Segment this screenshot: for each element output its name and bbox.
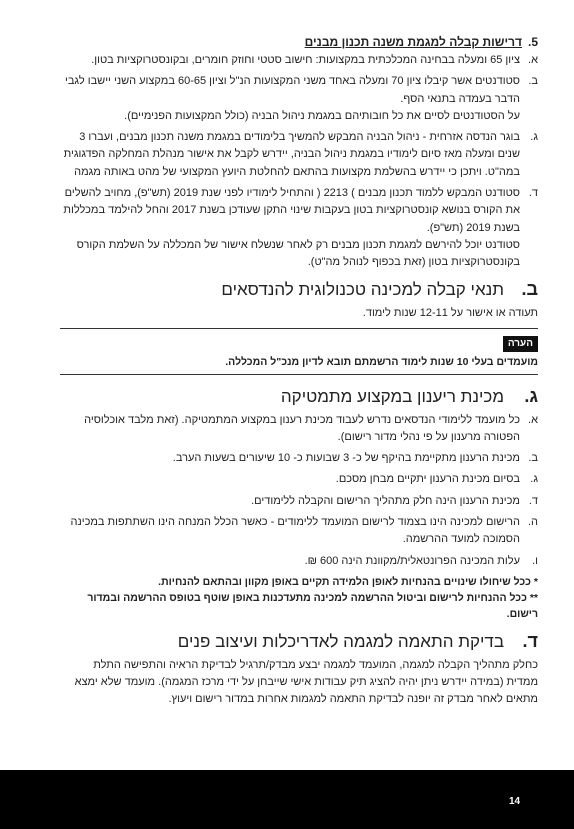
item-text: מכינת הרענון מתקיימת בהיקף של כ- 3 שבועות כ- 10 שיעורים בשעות הערב.	[172, 452, 520, 465]
item-text: סטודנטים אשר קיבלו ציון 70 ומעלה באחד משני המקצועות הנ"ל וציון 60-65 במקצוע השני יישבו לגבי הדבר בעמדה בתנאי הסף.	[64, 75, 520, 105]
footnote: * ככל שיחולו שינויים בהנחיות לאופן הלמידה תקיים באופן מקוון ובהתאם להנחיות.	[158, 575, 538, 588]
list-item	[60, 493, 538, 510]
list-item	[60, 553, 538, 570]
list-item	[60, 471, 538, 488]
item-text: סטודנט יוכל להירשם למגמת תכנון מבנים רק לאחר שנשלח אישור של המכללה על השלמת הקורס בקונסטרוקציות בטון (זאת בכפוף לנוהל מה"ט).	[76, 238, 520, 269]
note-tag: הערה	[503, 336, 538, 352]
note-text: מועמדים בעלי 10 שנות לימוד הרשמתם תובא לדיון מנכ"ל המכללה.	[225, 355, 538, 368]
item-text: מכינת הרענון הינה חלק מתהליך הרישום והקבלה ללימודים.	[251, 494, 520, 507]
section-b-letter: ב.	[521, 278, 538, 299]
list-item	[60, 73, 538, 125]
section-5-heading	[60, 34, 538, 50]
list-item	[60, 514, 538, 549]
list-item	[60, 450, 538, 467]
item-text: עלות המכינה הפרונטאלית/מקוונת הינה 600 ₪.	[304, 554, 520, 567]
section-g-heading	[60, 385, 538, 408]
item-text: ציון 65 ומעלה בבחינה המכלכתית במקצועות: חישוב סטטי וחוזק חומרים, ובקונסטרוקציות בטון.	[91, 54, 520, 66]
section-5-number: 5.	[527, 35, 538, 49]
footnote: ** ככל ההנחיות לרישום וביטול ההרשמה למכינה מתעדכנות באופן שוטף בטופס ההרשמה ובמדור רישום.	[87, 591, 538, 620]
section-d-text: כחלק מתהליך הקבלה למגמה, המועמד למגמה יבצע מבדק/תרגיל לבדיקת הראיה והתפישה התלת ממדית (במידה יידרש ניתן יהיה להציג תיק עבודות אישי שייבחן על ידי מרכז המגמה). מועמד שלא ימצא מתאים לאחר מבדק זה יופנה לבדיקת התאמה למגמות אחרות במדור רישום ויעוץ.	[74, 658, 538, 705]
item-letter: ב.	[528, 75, 538, 88]
content	[60, 34, 538, 708]
item-text: בסיום מכינת הרענון יתקיים מבחן מסכם.	[335, 473, 520, 486]
item-letter: ד.	[528, 494, 538, 507]
section-b-title: תנאי קבלה למכינה טכנולוגית להנדסאים	[221, 279, 504, 299]
list-item	[60, 185, 538, 271]
item-text: סטודנט המבקש ללמוד תכנון מבנים ) 2213 ( והתחיל לימודיו לפני שנת 2019 (תש"פ), מחויב להשלים את הקורס בנושא קונסטרוקציות בטון בעקבות שינוי התקן שעודכן בשנת 2017 והחל להילמד במכללות בשנת 2019 (תש"פ).	[63, 187, 520, 234]
item-letter: א.	[528, 413, 538, 426]
item-letter: ו.	[532, 554, 538, 567]
item-letter: א.	[528, 54, 538, 66]
section-b-heading	[60, 278, 538, 301]
section-g-letter: ג.	[524, 385, 538, 406]
item-text: בוגר הנדסה אזרחית - ניהול הבניה המבקש להמשיך בלימודים במגמת משנה תכנון מבנים, ועברו 3 שנים ומעלה מאז סיום לימודיו במגמת ניהול הבניה, יידרש לקבל את אישור מנהלת המחלקה הפדגוגית במה"ט. ויתכן כי יידרש בהשלמת מקצועות בהתאם להחלטת היועץ המקצועי של מהט באותה מגמה	[63, 131, 520, 178]
item-letter: ד.	[528, 187, 538, 200]
section-5-title: דרישות קבלה למגמת משנה תכנון מבנים	[304, 35, 522, 49]
section-d-title: בדיקת התאמה למגמה לאדריכלות ועיצוב פנים	[177, 631, 504, 651]
section-g-title: מכינת ריענון במקצוע מתמטיקה	[280, 386, 504, 406]
item-letter: ג.	[530, 131, 538, 144]
footer-bar	[0, 770, 574, 829]
item-letter: ה.	[527, 516, 538, 529]
list-item	[60, 52, 538, 69]
section-d-letter: ד.	[522, 630, 538, 651]
section-d-heading	[60, 630, 538, 653]
list-item	[60, 412, 538, 447]
item-letter: ג.	[530, 473, 538, 486]
page-number: 14	[509, 796, 521, 807]
section-b-text: תעודה או אישור על 12-11 שנות לימוד.	[362, 306, 538, 319]
item-text: כל מועמד ללימודי הנדסאים נדרש לעבוד מכינת רענון במקצוע המתמטיקה. (זאת מלבד אוכלוסיה הפטורה מרענון על פי נהלי מדור רישום).	[84, 413, 520, 443]
list-item	[60, 129, 538, 181]
item-letter: ב.	[528, 452, 538, 465]
item-text: הרישום למכינה הינו בצמוד לרישום המועמד ללימודים - כאשר הכלל המנחה הינו השתתפות במכינה הסמוכה למועד ההרשמה.	[70, 516, 520, 546]
item-text: על הסטודנטים לסיים את כל חובותיהם במגמת ניהול הבניה (כולל המקצועות הפנימיים).	[124, 109, 520, 122]
note-box	[60, 328, 538, 375]
